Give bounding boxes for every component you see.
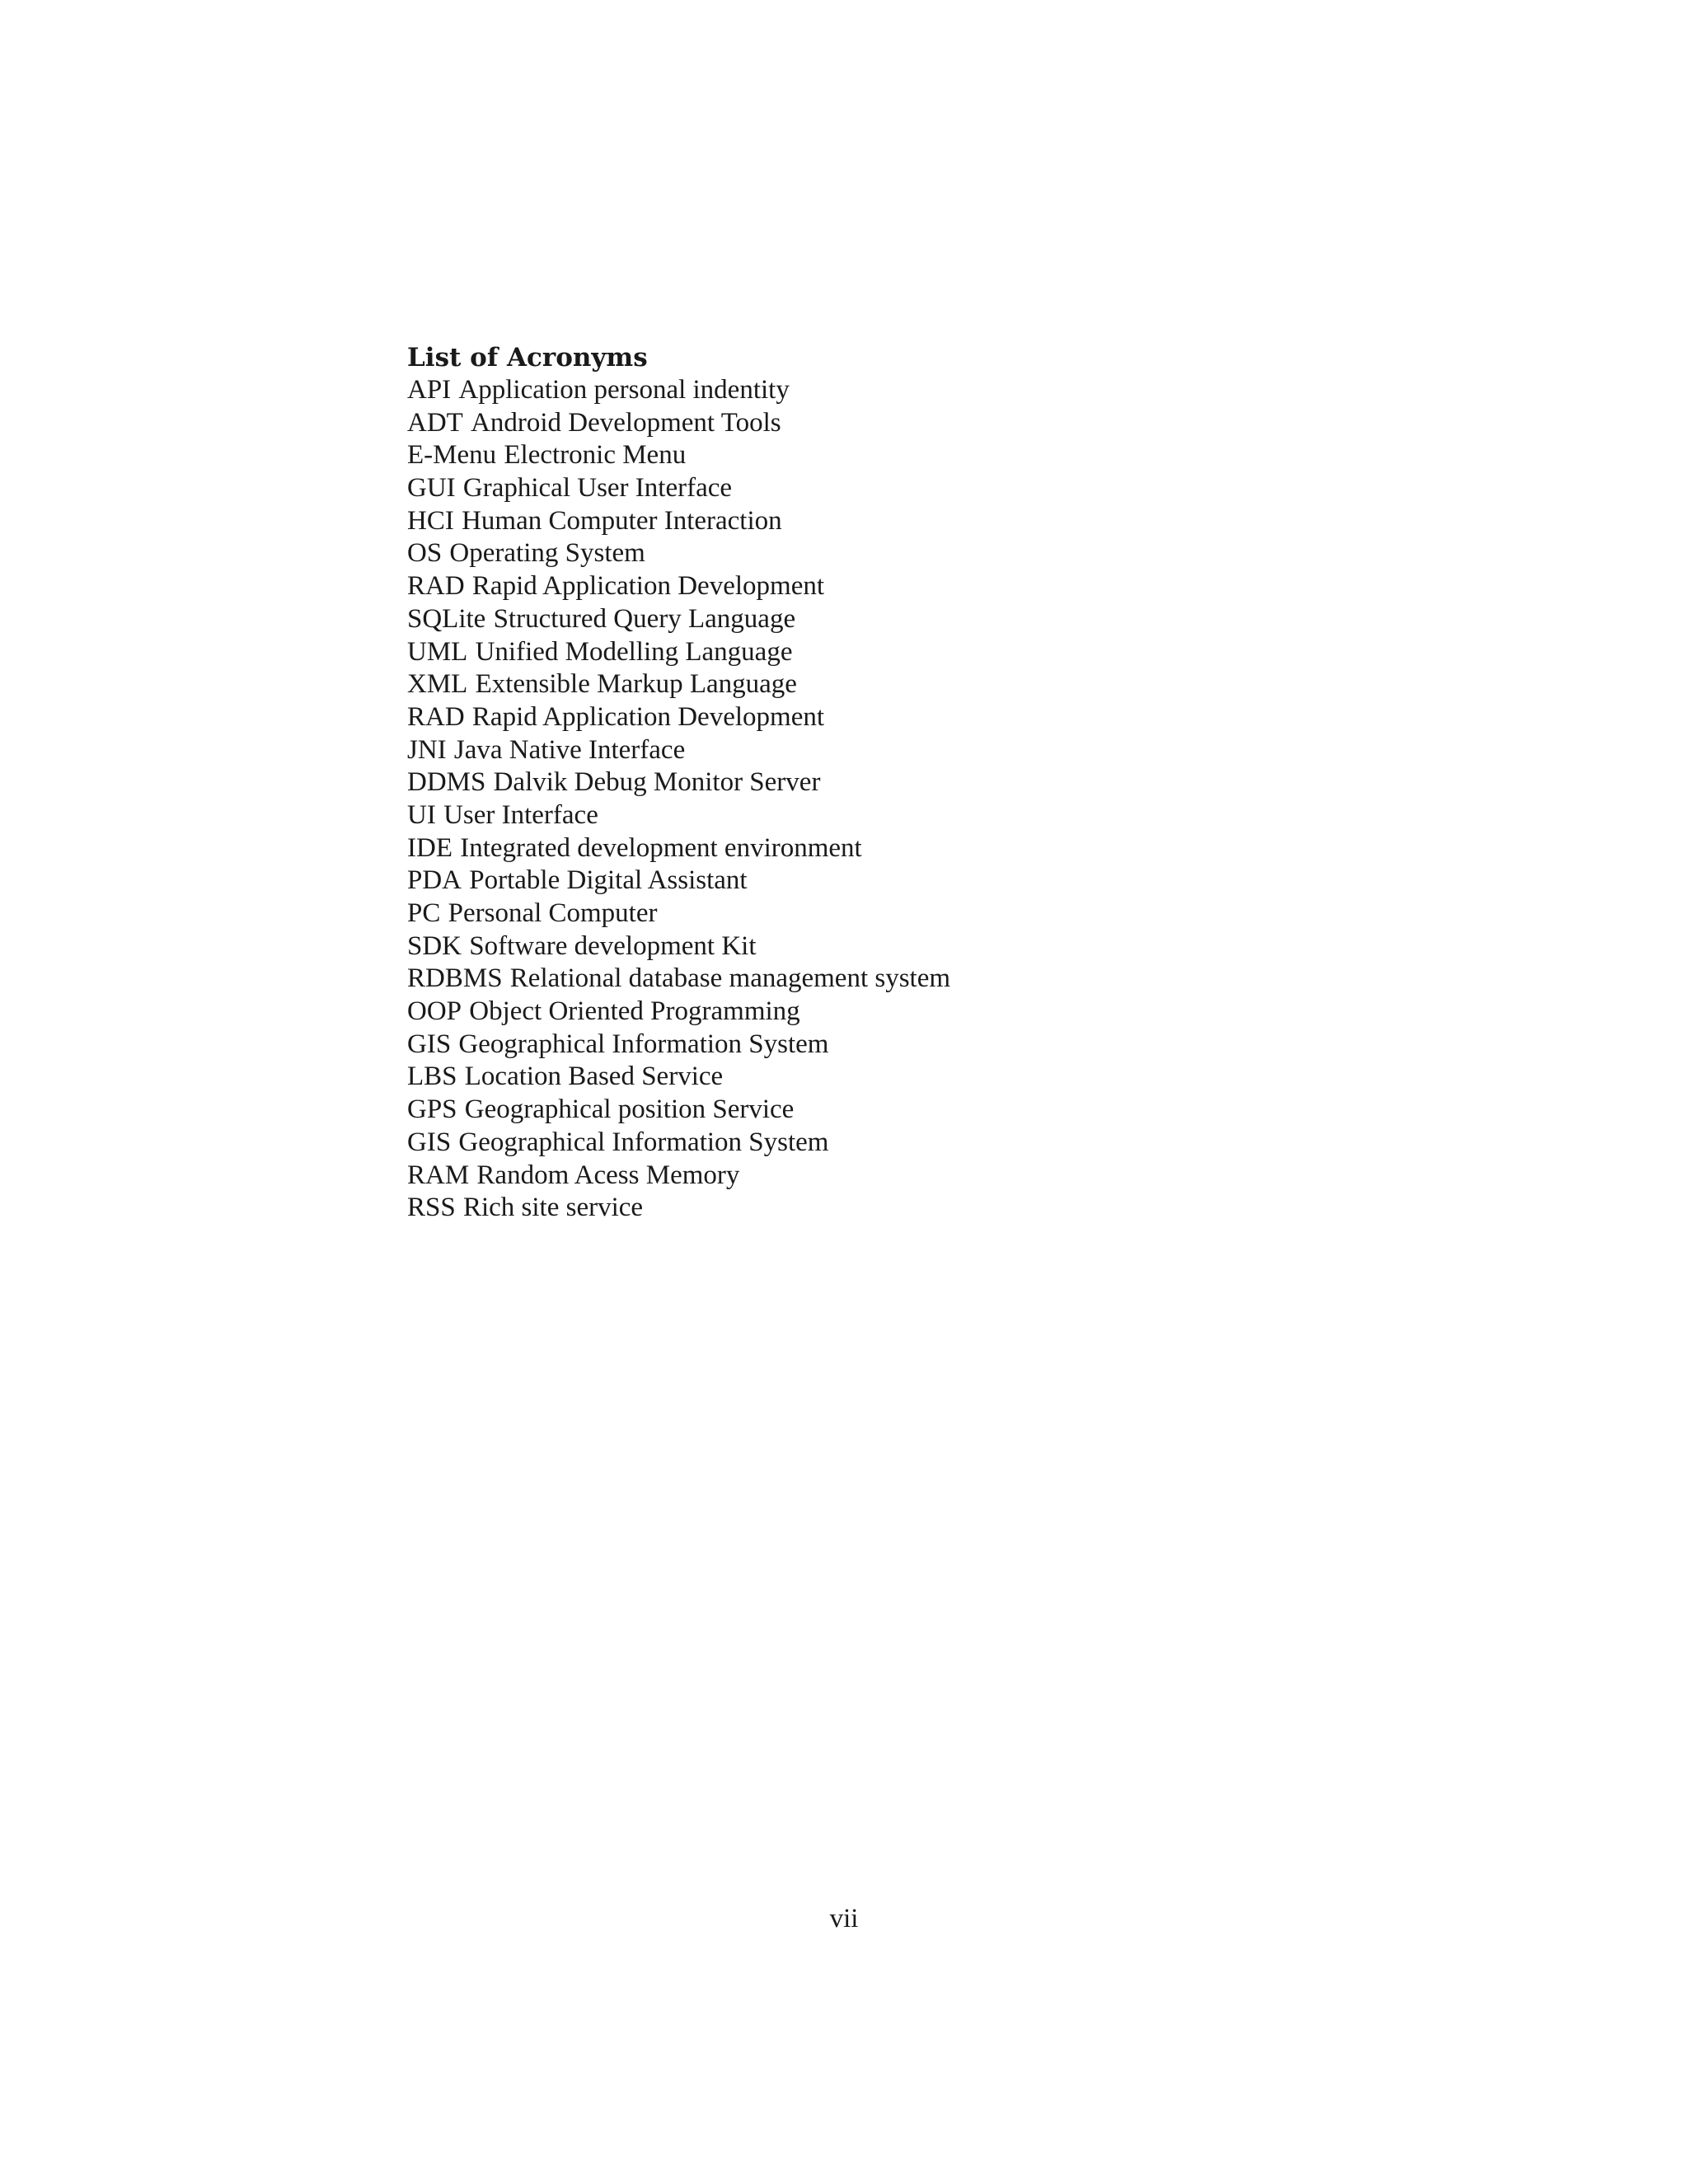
acronym-item [407,603,1314,636]
acronym-item [407,570,1314,603]
acronym-item [407,832,1314,865]
acronym-expansion: Unified Modelling Language [475,636,793,667]
acronym-expansion: Portable Digital Assistant [469,865,748,896]
acronym-expansion: Graphical User Interface [462,473,733,504]
acronym-abbr: XML [407,669,468,700]
acronym-abbr: API [407,375,452,405]
acronym-expansion: Application personal indentity [458,375,790,405]
acronym-expansion: Location Based Service [464,1062,724,1092]
acronym-expansion: Electronic Menu [504,440,687,471]
acronym-abbr: OOP [407,996,462,1027]
acronym-item [407,1192,1314,1225]
acronym-expansion: Structured Query Language [493,603,796,634]
acronyms-section [407,341,1314,1225]
acronym-abbr: GIS [407,1029,452,1059]
acronym-item [407,898,1314,930]
acronym-abbr: E-Menu [407,440,497,471]
acronym-abbr: PDA [407,865,462,896]
acronym-expansion: Android Development Tools [471,407,781,438]
acronym-item [407,439,1314,472]
acronym-item [407,734,1314,767]
acronym-expansion: Dalvik Debug Monitor Server [493,767,821,798]
acronym-item [407,636,1314,669]
acronym-expansion: Extensible Markup Language [475,669,797,700]
section-heading: List of Acronyms [407,343,648,373]
acronym-item [407,1127,1314,1160]
acronym-expansion: Software development Kit [469,930,757,961]
acronym-abbr: JNI [407,734,447,765]
acronym-expansion: Rich site service [462,1193,644,1223]
acronym-expansion: Geographical Information System [458,1127,829,1157]
acronym-item [407,1094,1314,1127]
acronym-expansion: User Interface [443,799,598,830]
acronym-abbr: ADT [407,407,463,438]
acronym-expansion: Rapid Application Development [471,701,825,732]
acronym-abbr: RAM [407,1160,470,1190]
acronym-item [407,1029,1314,1062]
acronym-item [407,505,1314,538]
acronym-abbr: GUI [407,473,456,504]
acronym-expansion: Operating System [449,538,645,569]
acronym-expansion: Integrated development environment [460,832,862,863]
acronym-abbr: RAD [407,571,465,602]
acronym-abbr: IDE [407,832,452,863]
acronym-item [407,407,1314,440]
acronym-item [407,996,1314,1029]
acronym-abbr: RDBMS [407,963,503,994]
acronym-abbr: SDK [407,930,462,961]
acronym-abbr: OS [407,538,443,569]
acronym-expansion: Geographical Information System [458,1029,829,1059]
acronym-item [407,766,1314,799]
acronym-expansion: Random Acess Memory [476,1160,740,1190]
acronym-expansion: Rapid Application Development [471,571,825,602]
acronym-expansion: Object Oriented Programming [469,996,800,1027]
acronym-item [407,374,1314,407]
acronym-item [407,1061,1314,1094]
acronym-item [407,865,1314,898]
acronym-item [407,537,1314,570]
acronym-abbr: PC [407,898,441,928]
acronym-expansion: Human Computer Interaction [462,505,782,536]
acronym-abbr: DDMS [407,767,486,798]
acronym-abbr: RAD [407,701,465,732]
acronym-item [407,799,1314,832]
acronym-expansion: Relational database management system [509,963,951,994]
acronym-abbr: GIS [407,1127,452,1157]
acronym-item [407,701,1314,734]
acronym-expansion: Java Native Interface [453,734,686,765]
acronym-item [407,472,1314,505]
acronym-abbr: UML [407,636,468,667]
acronym-item [407,1160,1314,1193]
acronym-expansion: Geographical position Service [464,1094,795,1125]
acronym-abbr: UI [407,799,436,830]
acronym-item [407,963,1314,996]
acronym-abbr: LBS [407,1062,457,1092]
acronym-abbr: RSS [407,1193,456,1223]
acronym-item [407,668,1314,701]
acronym-abbr: SQLite [407,603,486,634]
acronym-expansion: Personal Computer [448,898,658,928]
acronym-abbr: GPS [407,1094,457,1125]
acronym-abbr: HCI [407,505,454,536]
acronym-item [407,930,1314,963]
page-number: vii [829,1904,859,1933]
acronym-list [407,374,1314,1225]
